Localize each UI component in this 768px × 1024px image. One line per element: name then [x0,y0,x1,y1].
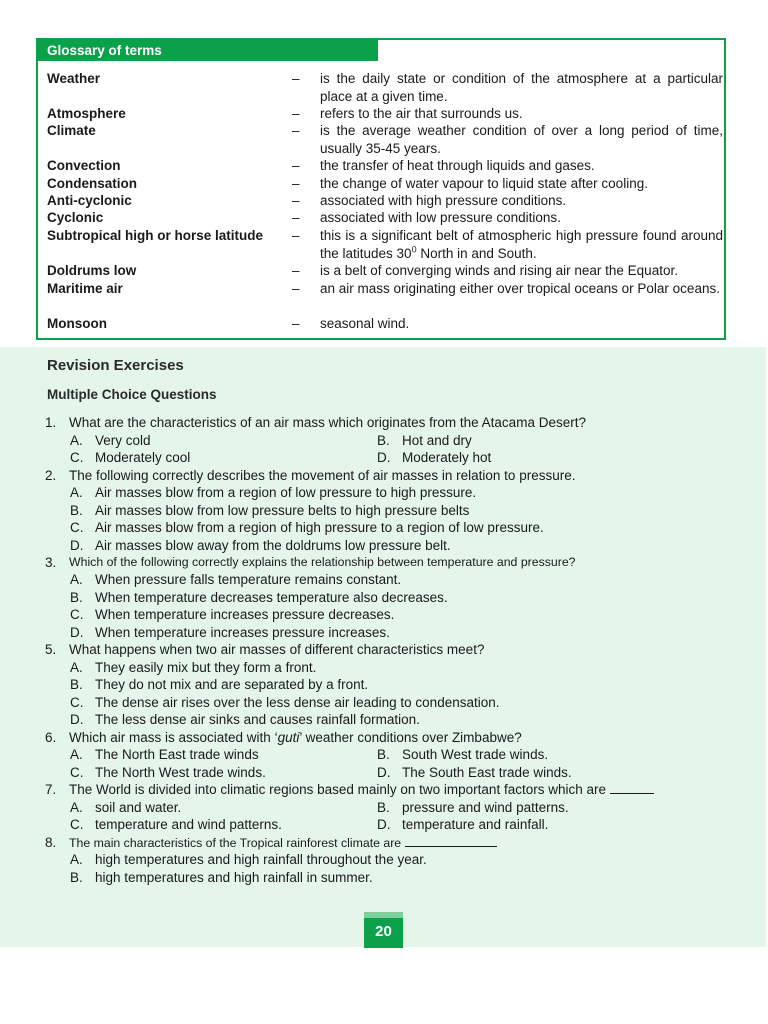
answer-option: B. pressure and wind patterns. [377,800,569,815]
question-number: 1. [45,415,57,430]
question-text: What are the characteristics of an air mass which originates from the Atacama Desert? [69,415,586,430]
answer-option: B. high temperatures and high rainfall in summer. [70,870,373,885]
glossary-term: Monsoon [47,316,107,331]
answer-option: C. When temperature increases pressure decreases. [70,607,395,622]
glossary-term: Convection [47,158,121,173]
answer-option: B. They do not mix and are separated by a front. [70,677,369,692]
answer-option: C. Moderately cool [70,450,191,465]
glossary-dash: – [292,263,300,278]
glossary-term: Atmosphere [47,106,126,121]
question-text: The World is divided into climatic regions based mainly on two important factors which are [69,781,654,799]
glossary-definition: this is a significant belt of atmospheric high pressure found around the latitudes $30^0$ North in and South. [320,228,723,261]
glossary-dash: – [292,210,300,225]
page-number: 20 [364,912,403,948]
glossary-definition: is the daily state or condition of the atmosphere at a particular place at a given time. [320,71,723,104]
answer-option: B. South West trade winds. [377,747,549,762]
answer-option: D. Air masses blow away from the doldrums low pressure belt. [70,538,451,553]
glossary-definition: associated with high pressure conditions. [320,193,567,208]
glossary-dash: – [292,228,300,243]
answer-option: B. Hot and dry [377,433,472,448]
answer-option: A. When pressure falls temperature remains constant. [70,572,402,587]
question-text: The main characteristics of the Tropical rainforest climate are [69,834,497,853]
glossary-term: Climate [47,123,96,138]
question-number: 3. [45,555,57,570]
answer-option: C. The North West trade winds. [70,765,266,780]
answer-option: A. Air masses blow from a region of low pressure to high pressure. [70,485,477,500]
question-number: 8. [45,835,57,850]
glossary-box [36,38,726,340]
answer-option: A. Very cold [70,433,151,448]
answer-option: D. temperature and rainfall. [377,817,549,832]
question-number: 2. [45,468,57,483]
answer-option: B. When temperature decreases temperature also decreases. [70,590,448,605]
glossary-term: Doldrums low [47,263,137,278]
answer-option: A. soil and water. [70,800,182,815]
question-number: 7. [45,782,57,797]
glossary-dash: – [292,193,300,208]
glossary-definition: seasonal wind. [320,316,410,331]
answer-option: B. Air masses blow from low pressure belts to high pressure belts [70,503,470,518]
glossary-dash: – [292,106,300,121]
degree-superscript: 0 [411,244,417,254]
answer-blank [405,834,497,847]
glossary-dash: – [292,123,300,138]
glossary-dash: – [292,71,300,86]
answer-option: C. The dense air rises over the less dense air leading to condensation. [70,695,500,710]
section-subtitle: Multiple Choice Questions [47,387,217,402]
section-title: Revision Exercises [47,357,184,374]
question-text: Which of the following correctly explains the relationship between temperature and pressure? [69,555,576,569]
glossary-term: Maritime air [47,281,123,296]
answer-option: D. The less dense air sinks and causes rainfall formation. [70,712,420,727]
revision-exercises-panel [0,347,766,947]
glossary-dash: – [292,316,300,331]
glossary-term: Cyclonic [47,210,104,225]
glossary-definition: refers to the air that surrounds us. [320,106,523,121]
answer-option: C. temperature and wind patterns. [70,817,282,832]
question-text: What happens when two air masses of different characteristics meet? [69,642,485,657]
glossary-definition: is the average weather condition of over a long period of time, usually 35-45 years. [320,123,723,156]
glossary-term: Condensation [47,176,137,191]
question-number: 6. [45,730,57,745]
glossary-term: Anti-cyclonic [47,193,132,208]
answer-option: D. Moderately hot [377,450,492,465]
question-text: Which air mass is associated with ‘guti’ weather conditions over Zimbabwe? [69,730,522,745]
question-text: The following correctly describes the movement of air masses in relation to pressure. [69,468,576,483]
answer-option: C. Air masses blow from a region of high pressure to a region of low pressure. [70,520,544,535]
answer-option: D. The South East trade winds. [377,765,572,780]
answer-option: A. They easily mix but they form a front. [70,660,317,675]
glossary-dash: – [292,158,300,173]
glossary-term: Subtropical high or horse latitude [47,228,264,243]
glossary-dash: – [292,176,300,191]
answer-option: A. The North East trade winds [70,747,259,762]
glossary-definition: associated with low pressure conditions. [320,210,561,225]
glossary-term: Weather [47,71,101,86]
answer-option: D. When temperature increases pressure increases. [70,625,390,640]
question-number: 5. [45,642,57,657]
glossary-definition: the change of water vapour to liquid state after cooling. [320,176,648,191]
glossary-definition: an air mass originating either over tropical oceans or Polar oceans. [320,281,720,296]
answer-blank [610,781,654,794]
glossary-definition: is a belt of converging winds and rising air near the Equator. [320,263,678,278]
glossary-dash: – [292,281,300,296]
answer-option: A. high temperatures and high rainfall throughout the year. [70,852,427,867]
glossary-title: Glossary of terms [38,40,378,61]
glossary-definition: the transfer of heat through liquids and gases. [320,158,595,173]
